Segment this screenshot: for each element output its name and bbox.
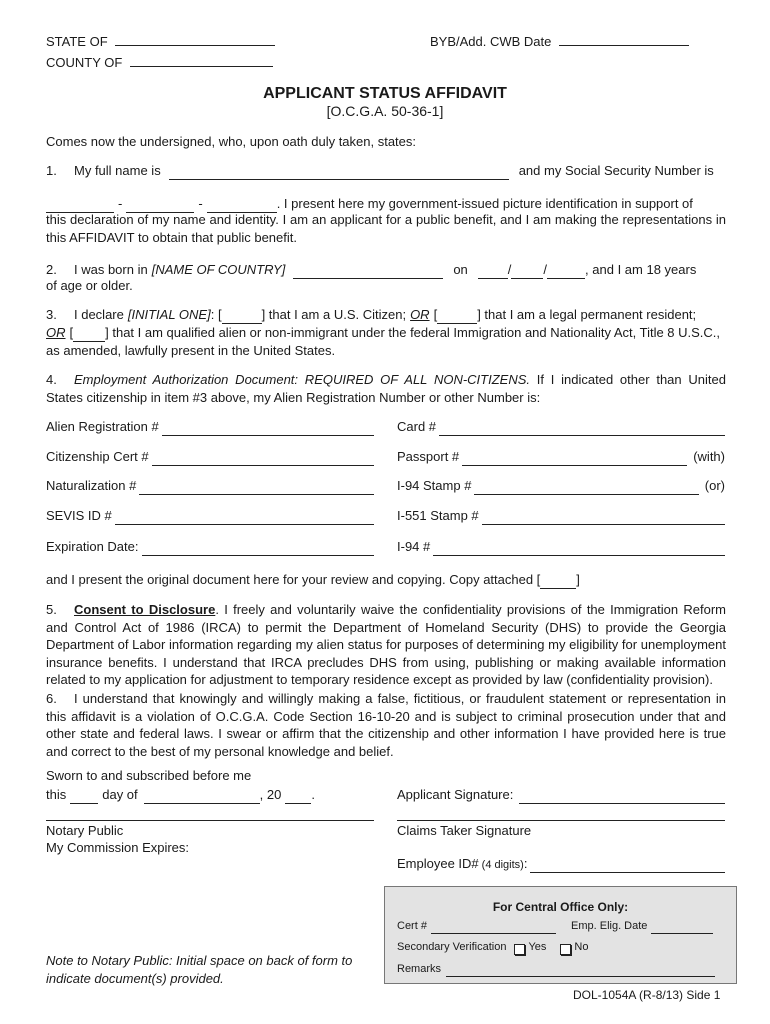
- declare-label: I declare: [74, 307, 124, 322]
- item5-text: [46, 601, 726, 689]
- or-label: (or): [704, 478, 725, 493]
- copy-attached-line[interactable]: [540, 577, 576, 589]
- i94stamp-row: [397, 477, 725, 495]
- item5-heading: Consent to Disclosure: [74, 602, 216, 617]
- yes-checkbox[interactable]: [514, 944, 525, 955]
- county-field: [46, 54, 273, 72]
- passport-label: Passport #: [397, 449, 460, 464]
- i94-line[interactable]: [433, 544, 725, 556]
- birth-day-line[interactable]: [511, 267, 543, 279]
- applicant-sig-line[interactable]: [519, 792, 725, 804]
- ssn-row: [46, 195, 726, 213]
- item3-rest: as amended, lawfully present in the United States.: [46, 343, 336, 358]
- this-label: this: [46, 787, 67, 802]
- qualified-initial[interactable]: [73, 330, 105, 342]
- item4-heading: Employment Authorization Document: REQUIRED OF ALL NON-CITIZENS.: [74, 372, 530, 387]
- citizenship-row: [46, 448, 374, 466]
- no-checkbox[interactable]: [560, 944, 571, 955]
- cert-line[interactable]: [431, 924, 556, 934]
- i551-label: I-551 Stamp #: [397, 508, 479, 523]
- card-label: Card #: [397, 419, 437, 434]
- or-label-2: OR: [46, 325, 66, 340]
- ssn-dash-2: -: [198, 196, 203, 211]
- intro-text: Comes now the undersigned, who, upon oath duly taken, states:: [46, 134, 417, 149]
- form-number: DOL-1054A (R-8/13) Side 1: [573, 988, 721, 1002]
- sworn-period: .: [311, 787, 315, 802]
- born-label: I was born in: [74, 262, 148, 277]
- item1-cont: . I present here my government-issued picture identification in support of: [276, 196, 693, 211]
- card-line[interactable]: [439, 424, 725, 436]
- central-heading: For Central Office Only:: [492, 900, 629, 914]
- bracket-open-3: [: [69, 325, 74, 340]
- item5-num: 5.: [46, 602, 57, 617]
- day-of-label: day of: [102, 787, 138, 802]
- i94-label: I-94 #: [397, 539, 431, 554]
- yes-label: Yes: [528, 941, 547, 953]
- county-label: COUNTY OF: [46, 55, 123, 70]
- alien-line[interactable]: [162, 424, 374, 436]
- item6-body: I understand that knowingly and willingly making a false, fictitious, or fraudulent statement or representation in this affidavit is a violation of O.C.G.A. Code Section 16-10-20 and is subject to criminal prosecution under that and other state and federal laws. I swear or affirm that the citizenship and other information I have provided here is true and correct to the best of my personal knowledge and belief.: [46, 691, 726, 759]
- year-line[interactable]: [285, 792, 311, 804]
- employee-label: Employee ID#: [397, 856, 479, 871]
- remarks-line[interactable]: [446, 967, 715, 977]
- i94stamp-line[interactable]: [474, 483, 698, 495]
- birth-year-line[interactable]: [547, 267, 585, 279]
- item3-row2: [46, 324, 726, 342]
- present-end: ]: [576, 572, 580, 587]
- full-name-line[interactable]: [169, 168, 509, 180]
- item3-row: [46, 306, 726, 324]
- item4-text: [46, 371, 726, 406]
- applicant-sig-label: Applicant Signature:: [397, 787, 514, 802]
- byb-line[interactable]: [559, 34, 689, 46]
- item2-row: [46, 261, 726, 279]
- sevis-row: [46, 507, 374, 525]
- expiration-label: Expiration Date:: [46, 539, 139, 554]
- employee-row: [397, 855, 725, 873]
- state-field: [46, 33, 275, 51]
- country-label: [NAME OF COUNTRY]: [151, 262, 286, 277]
- item5-body: . I freely and voluntarily waive the confidentiality provisions of the Immigration Reform and Control Act of 1986 (IRCA) to permit the Department of Homeland Security (DHS) to provide the Georgia Department of Labor information regarding my alien status for purposes of determining my eligibility for unemployment insurance benefits. I understand that IRCA precludes DHS from using, publishing or making available information related to my application for adjustment to temporary residence except as provided by law (confidentiality provision).: [46, 602, 726, 688]
- or-label-1: OR: [410, 307, 430, 322]
- resident-text: ] that I am a legal permanent resident;: [477, 307, 697, 322]
- naturalization-label: Naturalization #: [46, 478, 137, 493]
- sevis-line[interactable]: [115, 513, 374, 525]
- item2-rest: of age or older.: [46, 278, 133, 293]
- item6-num: 6.: [46, 691, 57, 706]
- applicant-sig-row: [397, 786, 725, 804]
- name-label: My full name is: [74, 163, 161, 178]
- central-office-box: [384, 886, 737, 984]
- item1-rest: this declaration of my name and identity. I am an applicant for a public benefit, and I am making the representations in this AFFIDAVIT to obtain that public benefit.: [46, 212, 726, 245]
- notary-note: Note to Notary Public: Initial space on back of form to indicate document(s) provided.: [46, 953, 353, 986]
- birth-month-line[interactable]: [478, 267, 508, 279]
- remarks-row: [397, 962, 715, 977]
- state-line[interactable]: [115, 34, 275, 46]
- sevis-label: SEVIS ID #: [46, 508, 112, 523]
- item3-num: 3.: [46, 307, 57, 322]
- i94-row: [397, 538, 725, 556]
- i94stamp-label: I-94 Stamp #: [397, 478, 472, 493]
- expiration-row: [46, 538, 374, 556]
- card-row: [397, 418, 725, 436]
- emp-line[interactable]: [651, 924, 713, 934]
- slash-1: /: [507, 262, 512, 277]
- emp-label: Emp. Elig. Date: [571, 920, 648, 932]
- resident-initial[interactable]: [437, 312, 477, 324]
- sworn-line1: Sworn to and subscribed before me: [46, 768, 252, 783]
- page-subtitle: [O.C.G.A. 50-36-1]: [326, 103, 444, 119]
- employee-colon: :: [523, 856, 528, 871]
- sworn-row: [46, 786, 315, 804]
- bracket-open-1: : [: [210, 307, 222, 322]
- naturalization-row: [46, 477, 374, 495]
- secondary-label: Secondary Verification: [397, 941, 507, 953]
- alien-label: Alien Registration #: [46, 419, 159, 434]
- item1-row: [46, 162, 726, 180]
- ssn-label: and my Social Security Number is: [518, 163, 714, 178]
- secondary-row: [397, 940, 588, 955]
- remarks-label: Remarks: [397, 963, 442, 975]
- cert-row: [397, 919, 556, 934]
- slash-2: /: [543, 262, 548, 277]
- passport-row: [397, 448, 725, 466]
- byb-field: [430, 33, 689, 51]
- item4-body: If I indicated other than United States citizenship in item #3 above, my Alien Registration Number or other Number is:: [46, 372, 726, 405]
- naturalization-line[interactable]: [139, 483, 374, 495]
- byb-label: BYB/Add. CWB Date: [430, 34, 552, 49]
- commission-label: My Commission Expires:: [46, 840, 190, 855]
- notary-sig-line[interactable]: [46, 820, 374, 821]
- claims-sig-line[interactable]: [397, 820, 725, 821]
- citizenship-line[interactable]: [152, 454, 374, 466]
- age-text: , and I am 18 years: [585, 262, 697, 277]
- item2-num: 2.: [46, 262, 57, 277]
- item1-num: 1.: [46, 163, 57, 178]
- present-text: and I present the original document here for your review and copying. Copy attached [: [46, 572, 541, 587]
- qualified-text: ] that I am qualified alien or non-immigrant under the federal Immigration and Nationality Act, Title 8 U.S.C.,: [105, 325, 721, 340]
- item4-num: 4.: [46, 372, 57, 387]
- employee-line[interactable]: [530, 861, 725, 873]
- page-title: APPLICANT STATUS AFFIDAVIT: [263, 85, 507, 102]
- expiration-line[interactable]: [142, 544, 375, 556]
- initial-label: [INITIAL ONE]: [127, 307, 211, 322]
- item6-text: [46, 690, 726, 760]
- i551-line[interactable]: [482, 513, 725, 525]
- with-label: (with): [693, 449, 725, 464]
- year-label: , 20: [259, 787, 282, 802]
- day-line[interactable]: [70, 792, 98, 804]
- i551-row: [397, 507, 725, 525]
- month-line[interactable]: [144, 792, 260, 804]
- no-label: No: [574, 941, 589, 953]
- country-line[interactable]: [293, 267, 443, 279]
- present-row: [46, 571, 580, 589]
- county-line[interactable]: [130, 55, 273, 67]
- cert-label: Cert #: [397, 920, 427, 932]
- alien-row: [46, 418, 374, 436]
- citizen-text: ] that I am a U.S. Citizen;: [261, 307, 407, 322]
- passport-line[interactable]: [462, 454, 687, 466]
- notary-label: Notary Public: [46, 823, 124, 838]
- digits-label: (4 digits): [481, 858, 524, 871]
- citizen-initial[interactable]: [222, 312, 262, 324]
- claims-label: Claims Taker Signature: [397, 823, 532, 838]
- on-label: on: [453, 262, 468, 277]
- ssn-dash-1: -: [118, 196, 123, 211]
- state-label: STATE OF: [46, 34, 108, 49]
- bracket-open-2: [: [433, 307, 438, 322]
- citizenship-label: Citizenship Cert #: [46, 449, 149, 464]
- emp-row: [571, 919, 713, 934]
